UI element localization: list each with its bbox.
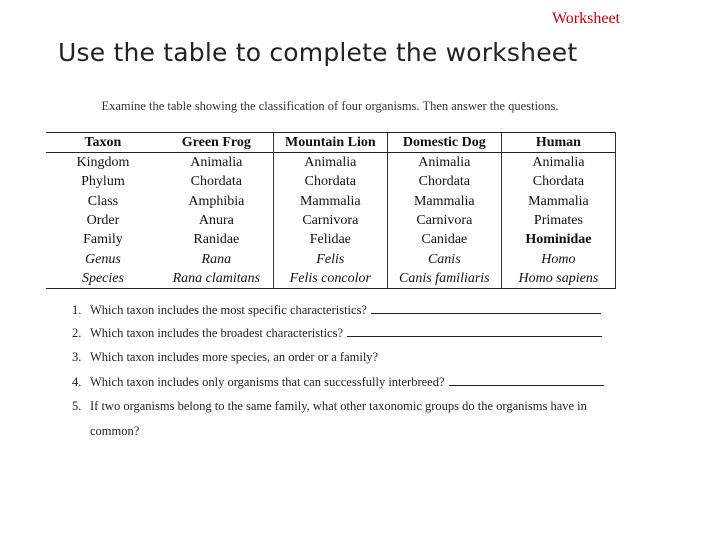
column-header: Domestic Dog: [387, 133, 501, 153]
question-text: Which taxon includes only organisms that can successfully interbreed?: [90, 375, 445, 389]
column-header: Green Frog: [160, 133, 273, 153]
table-cell: Mammalia: [501, 192, 615, 211]
table-cell: Genus: [85, 251, 121, 267]
table-row: [46, 230, 616, 249]
question: [72, 375, 604, 390]
table-row: [46, 211, 616, 230]
table-cell: Chordata: [273, 172, 387, 191]
question: [72, 303, 601, 318]
classification-table: [46, 132, 616, 289]
question-text: Which taxon includes the broadest characteristics?: [90, 326, 344, 340]
table-cell: Ranidae: [193, 232, 240, 248]
table-cell: Homo sapiens: [501, 269, 615, 289]
table-cell: Order: [86, 213, 120, 229]
table-cell: Anura: [198, 213, 234, 229]
question: [72, 350, 378, 365]
table-cell: Felis: [273, 249, 387, 268]
answer-blank[interactable]: [371, 303, 601, 314]
question: [72, 326, 602, 341]
table-row: [46, 269, 616, 289]
table-cell: Chordata: [190, 174, 242, 190]
question-text: Which taxon includes more species, an order or a family?: [90, 350, 379, 364]
table-cell: Hominidae: [501, 230, 615, 249]
table-row: [46, 249, 616, 268]
table-cell: Animalia: [190, 155, 243, 171]
column-header: Human: [501, 133, 615, 153]
answer-blank[interactable]: [449, 375, 604, 386]
column-header: Taxon: [46, 133, 160, 153]
question-text: If two organisms belong to the same family, what other taxonomic groups do the organisms have in: [90, 399, 587, 413]
worksheet-label: Worksheet: [551, 10, 620, 27]
table-cell: Homo: [501, 249, 615, 268]
table-cell: Animalia: [387, 153, 501, 173]
table-cell: Carnivora: [387, 211, 501, 230]
table-cell: Felis concolor: [273, 269, 387, 289]
table-cell: Rana: [201, 251, 232, 267]
table-cell: Rana clamitans: [160, 269, 273, 289]
table-cell: Animalia: [501, 153, 615, 173]
table-cell: Chordata: [387, 172, 501, 191]
table-row: [46, 172, 616, 191]
table-cell: Species: [46, 269, 160, 289]
table-cell: Primates: [501, 211, 615, 230]
table-header-row: [46, 133, 616, 153]
question: [72, 399, 587, 414]
table-cell: Felidae: [273, 230, 387, 249]
table-cell: Canidae: [387, 230, 501, 249]
table-cell: Kingdom: [76, 155, 130, 171]
answer-blank[interactable]: [347, 326, 602, 337]
table-cell: Mammalia: [273, 192, 387, 211]
table-cell: Mammalia: [387, 192, 501, 211]
question-text: Which taxon includes the most specific characteristics?: [90, 303, 367, 317]
question-number: 4.: [72, 375, 82, 389]
question-text-continued: common?: [90, 424, 140, 438]
table-cell: Chordata: [501, 172, 615, 191]
table-cell: Canis: [387, 249, 501, 268]
question-number: 1.: [72, 303, 82, 317]
instructions: Examine the table showing the classification of four organisms. Then answer the questions.: [101, 99, 559, 113]
question-number: 5.: [72, 399, 82, 413]
question-number: 3.: [72, 350, 82, 364]
table-cell: Class: [87, 193, 119, 209]
page-title: Use the table to complete the worksheet: [58, 38, 578, 67]
table-cell: Carnivora: [273, 211, 387, 230]
table-cell: Canis familiaris: [387, 269, 501, 289]
table-row: [46, 192, 616, 211]
table-cell: Family: [83, 232, 123, 248]
table-cell: Phylum: [81, 174, 125, 190]
table-row: [46, 153, 616, 173]
table-cell: Animalia: [273, 153, 387, 173]
column-header: Mountain Lion: [273, 133, 387, 153]
table-cell: Amphibia: [188, 193, 245, 209]
question-number: 2.: [72, 326, 82, 340]
